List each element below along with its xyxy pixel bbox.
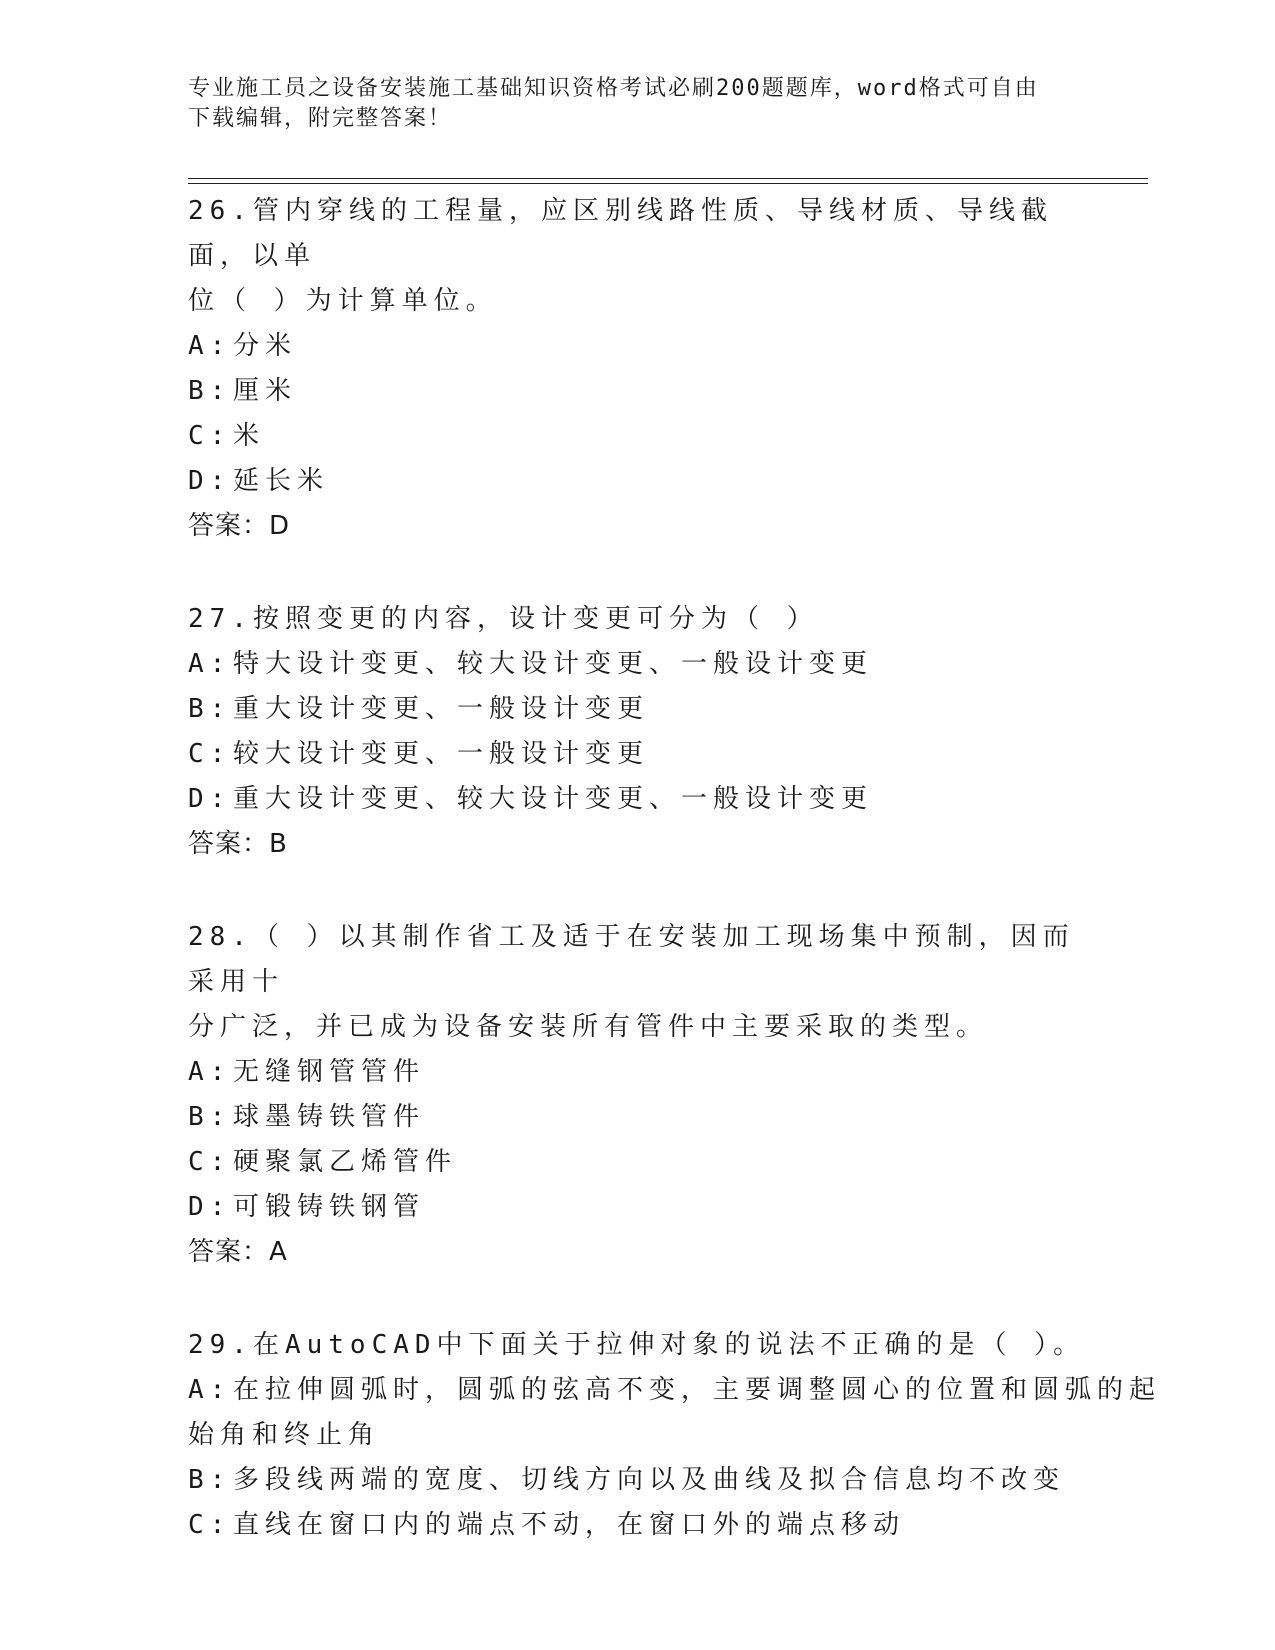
- option-d: [188, 1185, 1088, 1230]
- option-key: D:: [188, 466, 232, 496]
- option-key: C:: [188, 739, 232, 769]
- option-text: 硬聚氯乙烯管件: [233, 1147, 458, 1177]
- option-b: [188, 687, 1088, 732]
- option-b: [188, 1458, 1088, 1503]
- header-rule-bottom: [188, 183, 1148, 184]
- option-a: [188, 1368, 1162, 1413]
- option-b: [188, 369, 1088, 414]
- option-key: A:: [188, 649, 232, 679]
- spacer: [188, 549, 1088, 597]
- document-header: [188, 74, 1088, 134]
- option-text: 较大设计变更、一般设计变更: [233, 739, 650, 769]
- header-line-1: 专业施工员之设备安装施工基础知识资格考试必刷200题题库，word格式可自由: [188, 76, 1039, 101]
- question-26: [188, 189, 1088, 549]
- stem-line: 27.按照变更的内容，设计变更可分为（ ）: [188, 604, 819, 634]
- stem-line: 29.在AutoCAD中下面关于拉伸对象的说法不正确的是（ ）。: [188, 1330, 1086, 1360]
- option-text: 无缝钢管管件: [233, 1057, 426, 1087]
- option-text: 直线在窗口内的端点不动，在窗口外的端点移动: [233, 1510, 906, 1540]
- option-c: [188, 1503, 1088, 1548]
- option-key: B:: [188, 694, 232, 724]
- question-28: [188, 915, 1088, 1275]
- option-c: [188, 414, 1088, 459]
- stem-line: 分广泛，并已成为设备安装所有管件中主要采取的类型。: [188, 1012, 989, 1042]
- question-stem: [188, 189, 1088, 324]
- option-b: [188, 1095, 1088, 1140]
- option-text: 米: [233, 421, 266, 451]
- option-a: [188, 642, 1088, 687]
- question-29: [188, 1323, 1162, 1548]
- header-rule-top: [188, 178, 1148, 179]
- option-text: 特大设计变更、较大设计变更、一般设计变更: [233, 649, 874, 679]
- option-c: [188, 1140, 1088, 1185]
- stem-line: 位（ ）为计算单位。: [188, 286, 498, 316]
- option-key: C:: [188, 1510, 232, 1540]
- option-key: B:: [188, 1465, 232, 1495]
- answer-line: 答案：A: [188, 1237, 288, 1267]
- option-key: A:: [188, 1375, 232, 1405]
- option-key: B:: [188, 376, 232, 406]
- stem-line: 28.（ ）以其制作省工及适于在安装加工现场集中预制，因而采用十: [188, 922, 1075, 997]
- option-text: 重大设计变更、较大设计变更、一般设计变更: [233, 784, 874, 814]
- option-text: 在拉伸圆弧时，圆弧的弦高不变，主要调整圆心的位置和圆弧的起: [233, 1375, 1162, 1405]
- question-stem: [188, 1323, 1088, 1368]
- option-key: C:: [188, 421, 232, 451]
- option-text: 分米: [233, 331, 298, 361]
- option-d: [188, 777, 1088, 822]
- question-list: [188, 189, 1162, 1548]
- option-key: A:: [188, 1057, 232, 1087]
- option-a: [188, 324, 1088, 369]
- option-text: 重大设计变更、一般设计变更: [233, 694, 650, 724]
- option-c: [188, 732, 1088, 777]
- question-stem: [188, 597, 1088, 642]
- stem-line: 26.管内穿线的工程量，应区别线路性质、导线材质、导线截面，以单: [188, 196, 1053, 271]
- option-key: D:: [188, 784, 232, 814]
- question-27: [188, 597, 1088, 867]
- option-key: D:: [188, 1192, 232, 1222]
- option-a: [188, 1050, 1088, 1095]
- option-key: A:: [188, 331, 232, 361]
- option-key: B:: [188, 1102, 232, 1132]
- option-text: 多段线两端的宽度、切线方向以及曲线及拟合信息均不改变: [233, 1465, 1066, 1495]
- question-stem: [188, 915, 1088, 1050]
- answer-line: 答案：B: [188, 829, 288, 859]
- spacer: [188, 1275, 1088, 1323]
- option-text: 延长米: [233, 466, 330, 496]
- option-d: [188, 459, 1088, 504]
- option-key: C:: [188, 1147, 232, 1177]
- header-line-2: 下载编辑，附完整答案！: [188, 106, 453, 131]
- spacer: [188, 867, 1088, 915]
- option-text: 球墨铸铁管件: [233, 1102, 426, 1132]
- option-a-continued: 始角和终止角: [188, 1420, 381, 1450]
- option-text: 厘米: [233, 376, 298, 406]
- option-text: 可锻铸铁钢管: [233, 1192, 426, 1222]
- answer-line: 答案：D: [188, 511, 291, 541]
